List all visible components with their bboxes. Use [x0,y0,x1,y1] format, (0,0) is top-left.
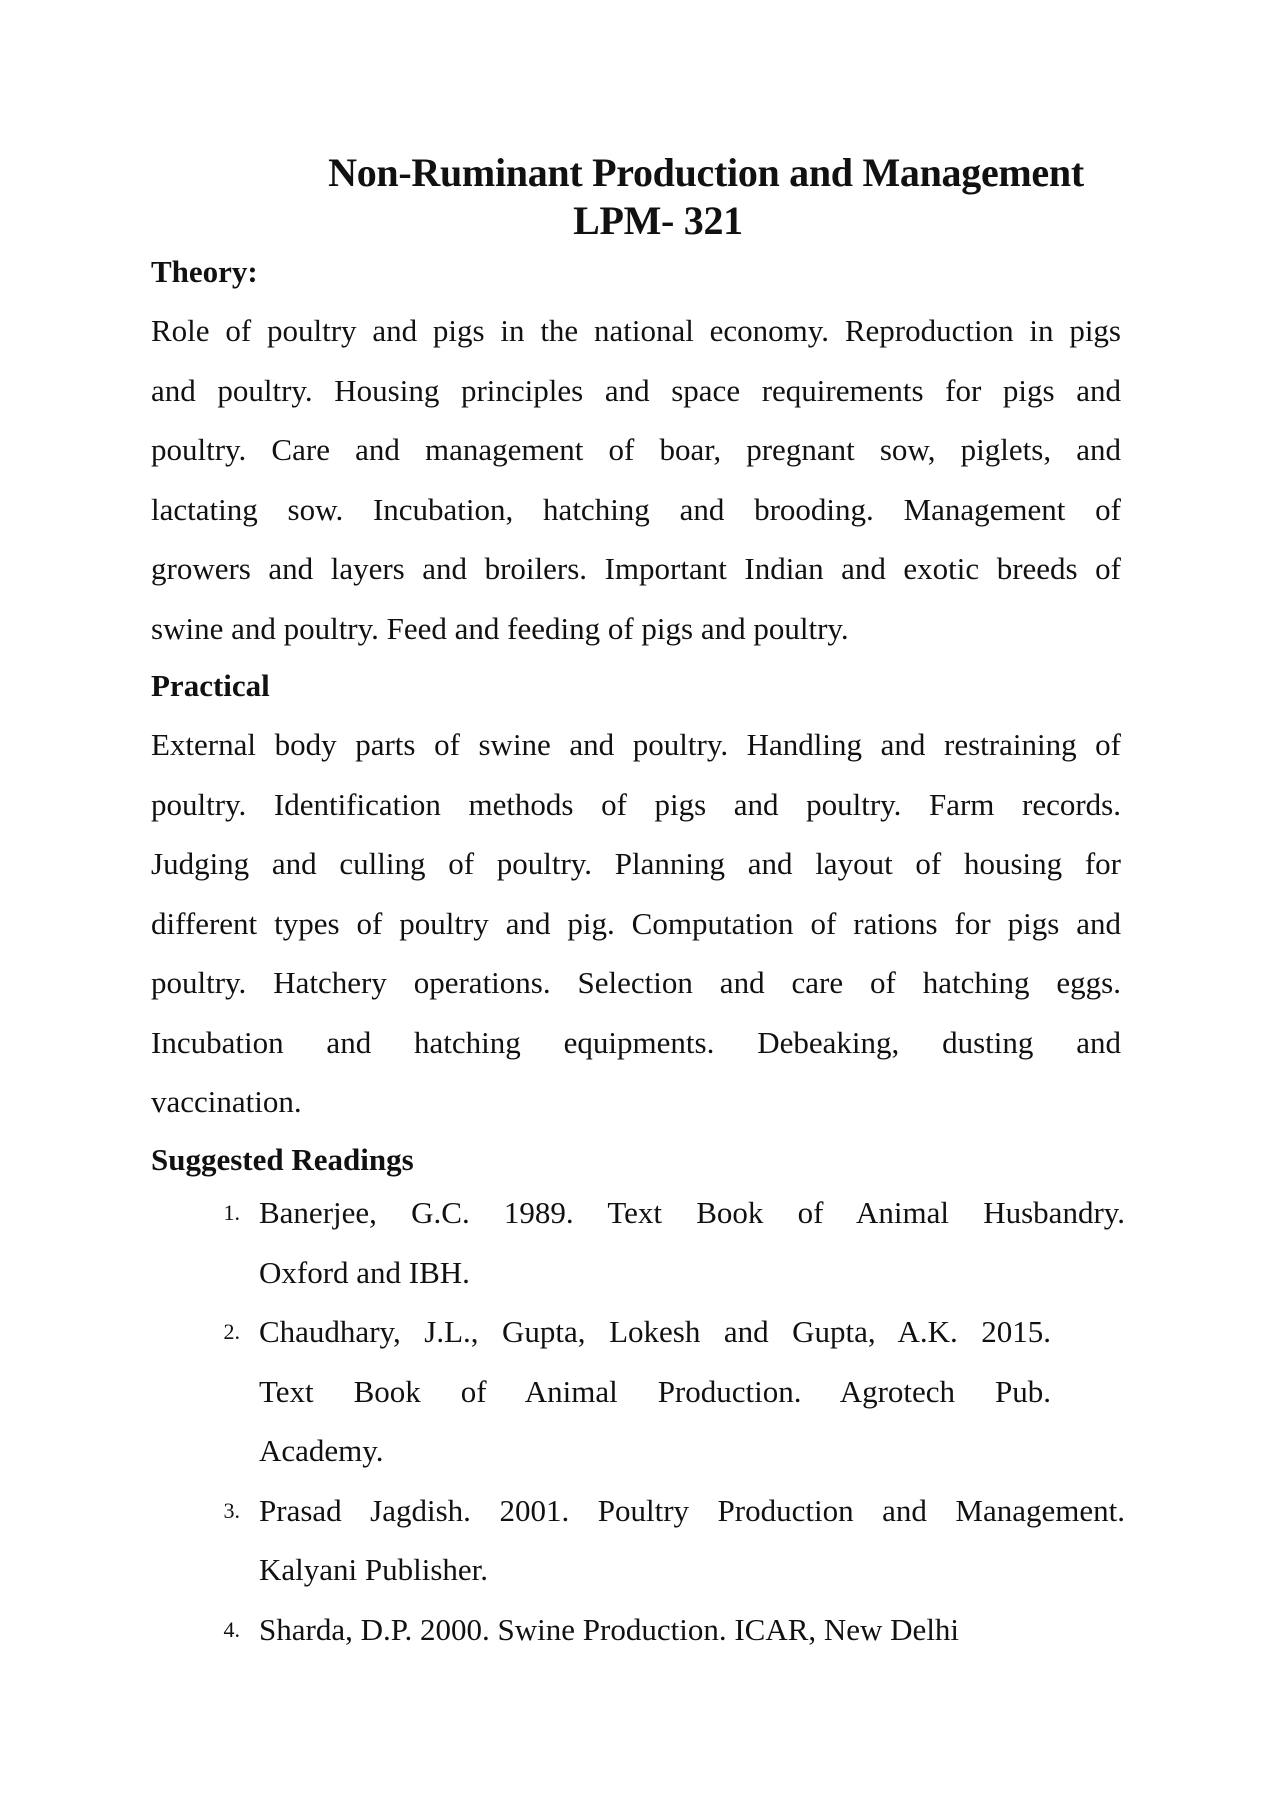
practical-line: poultry. Identification methods of pigs and poultry. Farm records. [151,786,1121,822]
reading-number: 4. [223,1616,240,1642]
readings-list [0,1183,1272,1659]
course-code: LPM- 321 [573,198,743,243]
practical-line: Judging and culling of poultry. Planning and layout of housing for [151,846,1121,881]
reading-text [259,1481,1125,1600]
reading-line: Text Book of Animal Production. Agrotech Pub. [259,1373,1051,1409]
reading-line: Oxford and IBH. [259,1254,470,1290]
reading-item [0,1183,1272,1302]
reading-item [0,1481,1272,1600]
reading-number: 1. [223,1200,240,1225]
reading-item [0,1302,1272,1481]
theory-line: swine and poultry. Feed and feeding of pigs and poultry. [151,610,849,646]
reading-line: Academy. [259,1433,384,1468]
reading-number: 2. [223,1319,240,1344]
theory-line: poultry. Care and management of boar, pregnant sow, piglets, and [151,432,1121,467]
practical-paragraph [151,715,1121,1132]
practical-line: vaccination. [151,1084,302,1119]
practical-line: poultry. Hatchery operations. Selection and care of hatching eggs. [151,965,1121,1000]
reading-number: 3. [223,1497,240,1523]
reading-line: Chaudhary, J.L., Gupta, Lokesh and Gupta, A.K. 2015. [259,1314,1051,1349]
theory-line: lactating sow. Incubation, hatching and brooding. Management of [151,491,1121,527]
reading-line: Banerjee, G.C. 1989. Text Book of Animal Husbandry. [259,1195,1125,1230]
practical-line: External body parts of swine and poultry. Handling and restraining of [151,727,1121,762]
reading-text [259,1302,1051,1481]
theory-line: Role of poultry and pigs in the national economy. Reproduction in pigs [151,313,1121,348]
reading-text [259,1600,1125,1660]
readings-heading: Suggested Readings [151,1142,414,1177]
reading-line: Sharda, D.P. 2000. Swine Production. ICAR, New Delhi [259,1611,960,1647]
theory-paragraph [151,301,1121,658]
practical-heading: Practical [151,668,270,703]
reading-text [259,1183,1125,1302]
practical-line: Incubation and hatching equipments. Debeaking, dusting and [151,1024,1121,1060]
page-title: Non-Ruminant Production and Management [328,150,1084,195]
reading-item [0,1600,1272,1660]
theory-line: and poultry. Housing principles and space requirements for pigs and [151,372,1121,408]
reading-line: Prasad Jagdish. 2001. Poultry Production and Management. [259,1492,1125,1528]
theory-heading: Theory: [151,254,258,289]
reading-line: Kalyani Publisher. [259,1552,489,1587]
practical-line: different types of poultry and pig. Computation of rations for pigs and [151,905,1121,941]
theory-line: growers and layers and broilers. Important Indian and exotic breeds of [151,551,1121,586]
